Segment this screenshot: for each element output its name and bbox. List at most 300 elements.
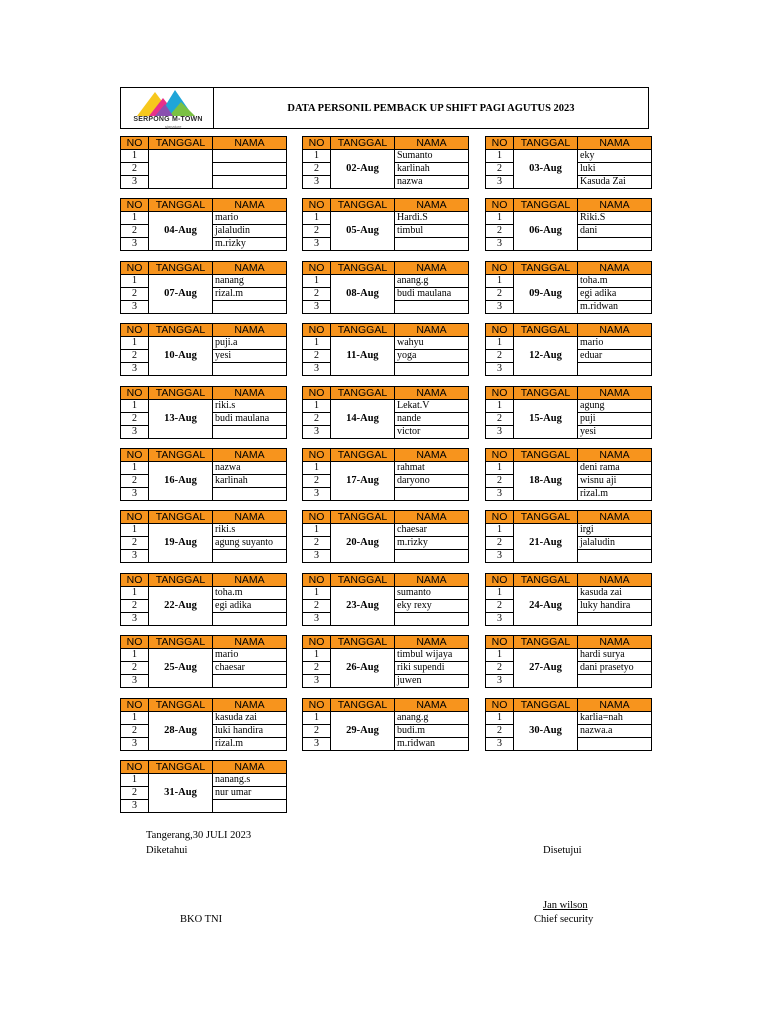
row-number: 1 (303, 587, 331, 600)
personnel-name: nazwa (213, 462, 287, 475)
column-header-no: NO (303, 574, 331, 587)
personnel-name (395, 363, 469, 376)
table-row (121, 337, 287, 350)
shift-block (120, 198, 287, 251)
column-header-nama: NAMA (213, 636, 287, 649)
shift-block (485, 698, 652, 751)
personnel-name (213, 150, 287, 163)
column-header-tanggal: TANGGAL (149, 449, 213, 462)
shift-block (302, 136, 469, 189)
header-row (121, 199, 287, 212)
row-number: 3 (303, 363, 331, 376)
column-header-no: NO (303, 387, 331, 400)
column-header-no: NO (486, 511, 514, 524)
shift-date: 09-Aug (514, 275, 578, 314)
shift-block (302, 261, 469, 314)
personnel-name (213, 426, 287, 439)
table-row (121, 649, 287, 662)
row-number: 1 (303, 712, 331, 725)
column-header-tanggal: TANGGAL (149, 324, 213, 337)
row-number: 1 (121, 587, 149, 600)
shift-block (120, 698, 287, 751)
row-number: 1 (121, 462, 149, 475)
row-number: 2 (121, 350, 149, 363)
personnel-name: nazwa.a (578, 725, 652, 738)
shift-date: 14-Aug (331, 400, 395, 439)
personnel-name: yesi (578, 426, 652, 439)
personnel-name: budi maulana (213, 413, 287, 426)
column-header-nama: NAMA (578, 574, 652, 587)
shift-date: 28-Aug (149, 712, 213, 751)
column-header-no: NO (486, 137, 514, 150)
shift-block (120, 136, 287, 189)
column-header-no: NO (303, 199, 331, 212)
header-row (486, 199, 652, 212)
personnel-name: eduar (578, 350, 652, 363)
column-header-no: NO (303, 699, 331, 712)
shift-date: 05-Aug (331, 212, 395, 251)
column-header-tanggal: TANGGAL (514, 324, 578, 337)
shift-block (485, 136, 652, 189)
header-row (121, 137, 287, 150)
row-number: 1 (486, 400, 514, 413)
column-header-nama: NAMA (213, 699, 287, 712)
row-number: 1 (121, 774, 149, 787)
shift-date: 29-Aug (331, 712, 395, 751)
personnel-name: karlinah (213, 475, 287, 488)
row-number: 3 (121, 176, 149, 189)
row-number: 2 (303, 413, 331, 426)
row-number: 1 (121, 712, 149, 725)
row-number: 3 (486, 738, 514, 751)
table-row (303, 462, 469, 475)
row-number: 2 (486, 662, 514, 675)
row-number: 2 (486, 163, 514, 176)
column-header-nama: NAMA (395, 511, 469, 524)
table-row (303, 587, 469, 600)
column-header-tanggal: TANGGAL (149, 699, 213, 712)
personnel-name: timbul (395, 225, 469, 238)
shift-date: 02-Aug (331, 150, 395, 189)
shift-date: 15-Aug (514, 400, 578, 439)
column-header-nama: NAMA (395, 262, 469, 275)
column-header-tanggal: TANGGAL (331, 199, 395, 212)
logo-tagline: signature (165, 124, 182, 129)
personnel-name: chaesar (213, 662, 287, 675)
row-number: 1 (486, 212, 514, 225)
header-row (486, 387, 652, 400)
personnel-name (213, 176, 287, 189)
row-number: 1 (486, 150, 514, 163)
column-header-no: NO (303, 636, 331, 649)
personnel-name: m.rizky (213, 238, 287, 251)
personnel-name: riki supendi (395, 662, 469, 675)
shift-block (485, 573, 652, 626)
row-number: 2 (303, 662, 331, 675)
column-header-tanggal: TANGGAL (331, 511, 395, 524)
column-header-no: NO (486, 636, 514, 649)
shift-date: 22-Aug (149, 587, 213, 626)
table-row (121, 712, 287, 725)
header-row (121, 699, 287, 712)
row-number: 2 (121, 475, 149, 488)
personnel-name: karlinah (395, 163, 469, 176)
row-number: 1 (121, 212, 149, 225)
column-header-tanggal: TANGGAL (149, 199, 213, 212)
table-row (303, 712, 469, 725)
column-header-no: NO (121, 574, 149, 587)
table-row (486, 275, 652, 288)
shift-block (485, 198, 652, 251)
shift-date: 04-Aug (149, 212, 213, 251)
table-row (121, 400, 287, 413)
header-row (303, 574, 469, 587)
personnel-name: budi.m (395, 725, 469, 738)
column-header-nama: NAMA (578, 699, 652, 712)
personnel-name: mario (213, 649, 287, 662)
column-header-no: NO (303, 511, 331, 524)
personnel-name: Riki.S (578, 212, 652, 225)
personnel-name: jalaludin (578, 537, 652, 550)
shift-block (120, 635, 287, 688)
company-logo (121, 88, 214, 128)
personnel-name (213, 613, 287, 626)
signer-name: Jan wilson (543, 900, 588, 911)
header-row (121, 387, 287, 400)
personnel-name (395, 238, 469, 251)
shift-block (302, 573, 469, 626)
personnel-name: nanang.s (213, 774, 287, 787)
row-number: 3 (303, 550, 331, 563)
personnel-name (213, 163, 287, 176)
personnel-name (395, 301, 469, 314)
known-by-label: Diketahui (146, 845, 188, 856)
personnel-name: daryono (395, 475, 469, 488)
header-row (486, 449, 652, 462)
personnel-name: jalaludin (213, 225, 287, 238)
column-header-nama: NAMA (213, 761, 287, 774)
row-number: 1 (121, 275, 149, 288)
row-number: 2 (303, 600, 331, 613)
row-number: 1 (121, 337, 149, 350)
personnel-name: irgi (578, 524, 652, 537)
signer-title: Chief security (534, 914, 594, 925)
column-header-no: NO (486, 574, 514, 587)
column-header-nama: NAMA (578, 387, 652, 400)
row-number: 2 (486, 725, 514, 738)
shift-date: 12-Aug (514, 337, 578, 376)
header-row (121, 262, 287, 275)
shift-block (485, 261, 652, 314)
column-header-tanggal: TANGGAL (514, 262, 578, 275)
header-row (486, 636, 652, 649)
personnel-name: yesi (213, 350, 287, 363)
row-number: 2 (121, 537, 149, 550)
table-row (303, 337, 469, 350)
shift-block (120, 261, 287, 314)
header-row (121, 449, 287, 462)
row-number: 2 (303, 225, 331, 238)
personnel-name: eky (578, 150, 652, 163)
personnel-name (578, 675, 652, 688)
column-header-no: NO (486, 387, 514, 400)
table-row (303, 649, 469, 662)
page-title: DATA PERSONIL PEMBACK UP SHIFT PAGI AGUTUS 2023 (287, 102, 575, 114)
shift-date: 23-Aug (331, 587, 395, 626)
row-number: 3 (486, 176, 514, 189)
table-row (121, 524, 287, 537)
column-header-nama: NAMA (213, 449, 287, 462)
row-number: 2 (121, 225, 149, 238)
column-header-nama: NAMA (578, 199, 652, 212)
column-header-nama: NAMA (213, 262, 287, 275)
personnel-name: mario (578, 337, 652, 350)
personnel-name (213, 301, 287, 314)
row-number: 3 (303, 675, 331, 688)
shift-block (485, 386, 652, 439)
header-row (486, 262, 652, 275)
column-header-no: NO (303, 262, 331, 275)
personnel-name: rizal.m (213, 288, 287, 301)
personnel-name: rahmat (395, 462, 469, 475)
shift-date: 27-Aug (514, 649, 578, 688)
shift-block (485, 635, 652, 688)
column-header-nama: NAMA (578, 137, 652, 150)
header-row (486, 324, 652, 337)
row-number: 2 (303, 537, 331, 550)
column-header-tanggal: TANGGAL (149, 387, 213, 400)
column-header-nama: NAMA (213, 137, 287, 150)
shift-date: 08-Aug (331, 275, 395, 314)
row-number: 1 (303, 337, 331, 350)
personnel-name: Lekat.V (395, 400, 469, 413)
shift-block (302, 198, 469, 251)
personnel-name: toha.m (578, 275, 652, 288)
column-header-tanggal: TANGGAL (331, 449, 395, 462)
row-number: 2 (486, 537, 514, 550)
table-row (121, 587, 287, 600)
personnel-name: hardi surya (578, 649, 652, 662)
header-row (121, 636, 287, 649)
header-row (121, 324, 287, 337)
personnel-name: puji.a (213, 337, 287, 350)
column-header-tanggal: TANGGAL (331, 137, 395, 150)
shift-date: 19-Aug (149, 524, 213, 563)
column-header-tanggal: TANGGAL (149, 636, 213, 649)
personnel-name: sumanto (395, 587, 469, 600)
header-row (121, 511, 287, 524)
personnel-name (395, 613, 469, 626)
row-number: 2 (486, 475, 514, 488)
column-header-nama: NAMA (578, 511, 652, 524)
column-header-no: NO (121, 636, 149, 649)
personnel-name: luki handira (213, 725, 287, 738)
column-header-no: NO (486, 262, 514, 275)
personnel-name: wahyu (395, 337, 469, 350)
personnel-name: victor (395, 426, 469, 439)
shift-block (120, 760, 287, 813)
column-header-nama: NAMA (578, 324, 652, 337)
column-header-no: NO (121, 324, 149, 337)
header-row (303, 449, 469, 462)
shift-date: 21-Aug (514, 524, 578, 563)
row-number: 3 (121, 800, 149, 813)
table-row (486, 712, 652, 725)
personnel-name: nur umar (213, 787, 287, 800)
table-row (303, 150, 469, 163)
shift-date: 16-Aug (149, 462, 213, 501)
shift-date: 31-Aug (149, 774, 213, 813)
row-number: 1 (303, 400, 331, 413)
column-header-tanggal: TANGGAL (149, 262, 213, 275)
personnel-name (213, 550, 287, 563)
personnel-name (213, 675, 287, 688)
row-number: 2 (303, 288, 331, 301)
personnel-name (578, 738, 652, 751)
row-number: 1 (303, 462, 331, 475)
table-row (486, 400, 652, 413)
column-header-tanggal: TANGGAL (514, 137, 578, 150)
shift-date: 11-Aug (331, 337, 395, 376)
personnel-name (578, 613, 652, 626)
personnel-name: rizal.m (578, 488, 652, 501)
row-number: 3 (303, 613, 331, 626)
header-row (121, 574, 287, 587)
personnel-name: riki.s (213, 524, 287, 537)
personnel-name: yoga (395, 350, 469, 363)
column-header-tanggal: TANGGAL (331, 636, 395, 649)
shift-block (302, 323, 469, 376)
row-number: 1 (303, 524, 331, 537)
personnel-name: agung (578, 400, 652, 413)
column-header-nama: NAMA (213, 574, 287, 587)
shift-date: 07-Aug (149, 275, 213, 314)
row-number: 1 (486, 337, 514, 350)
header-row (303, 262, 469, 275)
personnel-name: Sumanto (395, 150, 469, 163)
column-header-no: NO (486, 449, 514, 462)
table-row (121, 150, 287, 163)
column-header-tanggal: TANGGAL (514, 199, 578, 212)
personnel-name (578, 238, 652, 251)
column-header-no: NO (303, 137, 331, 150)
column-header-nama: NAMA (395, 699, 469, 712)
header-row (121, 761, 287, 774)
column-header-nama: NAMA (213, 199, 287, 212)
personnel-name: timbul wijaya (395, 649, 469, 662)
mountain-logo-icon (135, 88, 199, 118)
personnel-name: wisnu aji (578, 475, 652, 488)
column-header-nama: NAMA (395, 324, 469, 337)
column-header-no: NO (303, 449, 331, 462)
column-header-tanggal: TANGGAL (149, 137, 213, 150)
personnel-name: kasuda zai (578, 587, 652, 600)
row-number: 2 (121, 288, 149, 301)
column-header-no: NO (303, 324, 331, 337)
header-row (486, 699, 652, 712)
personnel-name: kasuda zai (213, 712, 287, 725)
approved-by-label: Disetujui (543, 845, 582, 856)
header-row (303, 199, 469, 212)
place-date: Tangerang,30 JULI 2023 (146, 830, 252, 841)
table-row (121, 462, 287, 475)
shift-date: 24-Aug (514, 587, 578, 626)
shift-block (120, 448, 287, 501)
column-header-nama: NAMA (395, 387, 469, 400)
column-header-tanggal: TANGGAL (331, 699, 395, 712)
personnel-name: eky rexy (395, 600, 469, 613)
shift-block (302, 635, 469, 688)
column-header-tanggal: TANGGAL (331, 262, 395, 275)
row-number: 1 (486, 275, 514, 288)
header-row (303, 137, 469, 150)
shift-block (485, 323, 652, 376)
row-number: 3 (121, 675, 149, 688)
personnel-name: agung suyanto (213, 537, 287, 550)
row-number: 1 (303, 649, 331, 662)
row-number: 2 (486, 350, 514, 363)
column-header-nama: NAMA (395, 199, 469, 212)
shift-block (485, 510, 652, 563)
row-number: 1 (121, 150, 149, 163)
shift-date (149, 150, 213, 189)
personnel-name: juwen (395, 675, 469, 688)
row-number: 2 (303, 350, 331, 363)
logo-wordmark: SERPONG M-TOWN (133, 116, 203, 123)
personnel-name (213, 488, 287, 501)
shift-date: 03-Aug (514, 150, 578, 189)
shift-block (120, 573, 287, 626)
row-number: 3 (486, 675, 514, 688)
row-number: 3 (486, 488, 514, 501)
row-number: 3 (121, 613, 149, 626)
table-row (121, 275, 287, 288)
header-row (303, 699, 469, 712)
table-row (303, 524, 469, 537)
shift-block (120, 386, 287, 439)
row-number: 1 (121, 649, 149, 662)
table-row (303, 275, 469, 288)
shift-date: 18-Aug (514, 462, 578, 501)
row-number: 2 (486, 225, 514, 238)
shift-block (302, 698, 469, 751)
table-row (121, 212, 287, 225)
personnel-name: Hardi.S (395, 212, 469, 225)
column-header-no: NO (121, 262, 149, 275)
personnel-name: Kasuda Zai (578, 176, 652, 189)
column-header-nama: NAMA (213, 387, 287, 400)
row-number: 3 (121, 550, 149, 563)
row-number: 3 (486, 426, 514, 439)
row-number: 3 (486, 238, 514, 251)
column-header-nama: NAMA (213, 324, 287, 337)
row-number: 3 (486, 363, 514, 376)
table-row (486, 524, 652, 537)
personnel-name (578, 550, 652, 563)
column-header-nama: NAMA (395, 636, 469, 649)
personnel-name (578, 363, 652, 376)
shift-date: 30-Aug (514, 712, 578, 751)
shift-block (302, 448, 469, 501)
personnel-name: anang.g (395, 712, 469, 725)
personnel-name: dani (578, 225, 652, 238)
row-number: 2 (303, 725, 331, 738)
table-row (486, 150, 652, 163)
personnel-name: m.ridwan (578, 301, 652, 314)
row-number: 1 (121, 524, 149, 537)
column-header-tanggal: TANGGAL (331, 387, 395, 400)
table-row (486, 587, 652, 600)
